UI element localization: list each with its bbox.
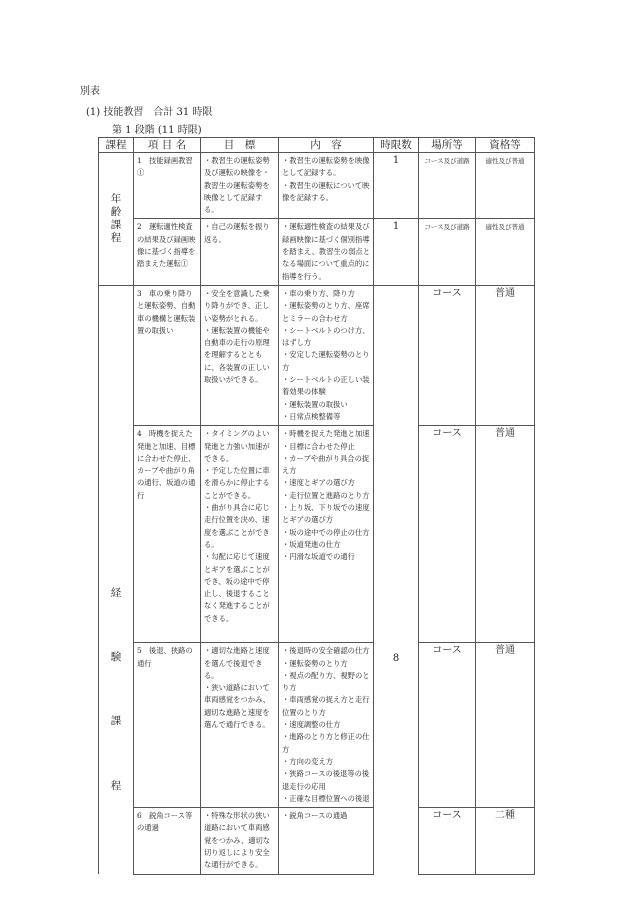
item-name-text: 2 運転適性検査の結果及び録画映像に基づく指導を踏まえた運転①: [137, 222, 196, 269]
table-row: [99, 285, 535, 425]
qualification-cell: 普通: [476, 643, 535, 808]
cell-line: ・進路のとり方と修正の仕方: [282, 732, 370, 754]
course-experience-char: 課: [110, 715, 122, 728]
qualification-cell: 適性及び普通: [476, 219, 535, 285]
goal-cell: [201, 153, 279, 219]
qualification-cell: 二種: [476, 808, 535, 874]
qualification-cell: 普通: [476, 285, 535, 425]
place-cell: コース: [419, 643, 476, 808]
cell-line: ・狭路コースの後退等の後退走行の応用: [282, 769, 370, 791]
header-goal: 目 標: [201, 138, 279, 153]
item-name: [134, 285, 201, 425]
cell-line: ・車両感覚の捉え方と走行位置のとり方: [282, 695, 370, 717]
goal-cell: [201, 643, 279, 808]
course-age: [99, 153, 134, 286]
cell-line: ・運転装置の取扱い: [282, 399, 348, 409]
header-periods: 時限数: [374, 138, 419, 153]
periods-cell: 1: [374, 219, 419, 285]
course-experience: [99, 285, 134, 874]
cell-line: ・運転姿勢のとり方: [282, 658, 348, 668]
stage-heading: 第 1 段階 (11 時限): [112, 125, 202, 136]
table-row: [99, 808, 535, 874]
cell-line: ・特殊な形状の狭い道路において車両感覚をつかみ、適切な切り返しにより安全な通行ができる。: [204, 811, 271, 870]
cell-line: ・後退時の安全確認の仕方: [282, 646, 370, 656]
course-experience-char: 験: [110, 651, 122, 664]
item-name: [134, 219, 201, 285]
cell-line: ・シートベルトのつけ方、はずし方: [282, 325, 370, 348]
item-name: [134, 153, 201, 219]
course-experience-char: 程: [110, 779, 122, 792]
header-content: 内 容: [279, 138, 374, 153]
header-course: 課程: [99, 138, 134, 153]
course-age-label: 年齢課程: [110, 192, 122, 244]
header-row: [99, 138, 535, 153]
cell-line: ・狭い道路において車両感覚をつかみ、適切な進路と速度を選んで通行できる。: [204, 683, 271, 730]
item-name: [134, 643, 201, 808]
cell-line: ・安全を意識した乗り降りができ、正しい姿勢がとれる。: [204, 288, 270, 323]
cell-line: ・曲がり具合に応じ走行位置を決め、速度を選ぶことができる。: [204, 503, 270, 549]
item-name: [134, 808, 201, 874]
table-row: [99, 219, 535, 285]
cell-line: ・適切な進路と速度を選んで後退できる。: [204, 646, 270, 680]
cell-line: ・予定した位置に車を滑らかに停止することができる。: [204, 466, 270, 500]
cell-line: ・鋭角コースの通過: [282, 811, 348, 821]
cell-line: ・自己の運転を振り返る。: [204, 222, 270, 244]
cell-line: ・タイミングのよい発進と力強い加速ができる。: [204, 429, 270, 463]
content-cell: [279, 808, 374, 874]
course-experience-char: 経: [110, 586, 122, 599]
cell-line: ・安定した運転姿勢のとり方: [282, 350, 370, 372]
cell-line: ・速度調整の仕方: [282, 720, 341, 730]
item-name-text: 5 後退、狭路の通行: [137, 646, 193, 668]
place-cell: コース及び道路: [419, 219, 476, 285]
cell-line: ・シートベルトの正しい装着効果の体験: [282, 375, 370, 397]
place-cell: コース: [419, 285, 476, 425]
cell-line: ・坂の途中での停止の仕方: [282, 527, 370, 537]
doc-title: 別表: [80, 86, 100, 97]
goal-cell: [201, 808, 279, 874]
cell-line: ・勾配に応じて速度とギアを選ぶことができ、坂の途中で停止し、後退することなく発進することができる。: [204, 552, 270, 623]
curriculum-table: [98, 137, 535, 875]
goal-cell: [201, 426, 279, 643]
place-cell: コース: [419, 808, 476, 874]
place-cell: コース: [419, 426, 476, 643]
cell-line: ・視点の配り方、視野のとり方: [282, 670, 370, 693]
place-cell: コース及び道路: [419, 153, 476, 219]
periods-cell: 1: [374, 153, 419, 219]
cell-line: ・坂道発進の仕方: [282, 539, 341, 549]
cell-line: ・上り坂、下り坂での速度とギアの選び方: [282, 503, 370, 525]
cell-line: ・カーブや曲がり具合の捉え方: [282, 453, 370, 476]
header-item: 項 目 名: [134, 138, 201, 153]
content-cell: [279, 643, 374, 808]
cell-line: ・教習生の運転姿勢を映像として記録する。: [282, 156, 370, 178]
cell-line: ・走行位置と進路のとり方: [282, 490, 370, 500]
item-name-text: 1 技能録画教習①: [137, 156, 193, 178]
table-row: [99, 643, 535, 808]
header-qualification: 資格等: [476, 138, 535, 153]
goal-cell: [201, 285, 279, 425]
cell-line: ・目標に合わせた停止: [282, 441, 355, 451]
qualification-cell: 普通: [476, 426, 535, 643]
table-row: [99, 426, 535, 643]
header-place: 場所等: [419, 138, 476, 153]
item-name-text: 4 時機を捉えた発進と加速、目標に合わせた停止、カーブや曲がり角の通行、坂道の通行: [137, 429, 196, 500]
content-cell: [279, 285, 374, 425]
item-name: [134, 426, 201, 643]
cell-line: ・教習生の運転姿勢及び運転の映像を・教習生の運転姿勢を映像として記録する。: [204, 156, 270, 215]
cell-line: ・正確な目標位置への後退: [282, 793, 370, 803]
cell-line: ・教習生の運転について映像を記録する。: [282, 180, 370, 202]
item-name-text: 6 鋭角コース等の通過: [137, 811, 193, 833]
item-name-text: 3 車の乗り降りと運転姿勢、自動車の機構と運転装置の取扱い: [137, 288, 196, 335]
cell-line: ・方向の変え方: [282, 756, 334, 766]
cell-line: ・日常点検整備等: [282, 411, 341, 421]
goal-cell: [201, 219, 279, 285]
cell-line: ・運転姿勢のとり方、座席とミラーの合わせ方: [282, 301, 370, 323]
content-cell: [279, 153, 374, 219]
cell-line: ・円滑な坂道での通行: [282, 552, 355, 562]
cell-line: ・運転装置の機能や自動車の走行の原理を理解するとともに、各装置の正しい取扱いができる。: [204, 325, 270, 385]
cell-line: ・運転適性検査の結果及び録画映像に基づく個別指導を踏まえ、教習生の弱点となる場面について重点的に指導を行う。: [282, 222, 370, 281]
content-cell: [279, 426, 374, 643]
cell-line: ・車の乗り方、降り方: [282, 288, 355, 298]
periods-shared: 8: [374, 285, 419, 874]
content-cell: [279, 219, 374, 285]
cell-line: ・時機を捉えた発進と加速: [282, 429, 370, 439]
section-heading: (1) 技能教習 合計 31 時限: [86, 107, 213, 118]
cell-line: ・速度とギアの選び方: [282, 478, 355, 488]
table-row: [99, 153, 535, 219]
qualification-cell: 適性及び普通: [476, 153, 535, 219]
